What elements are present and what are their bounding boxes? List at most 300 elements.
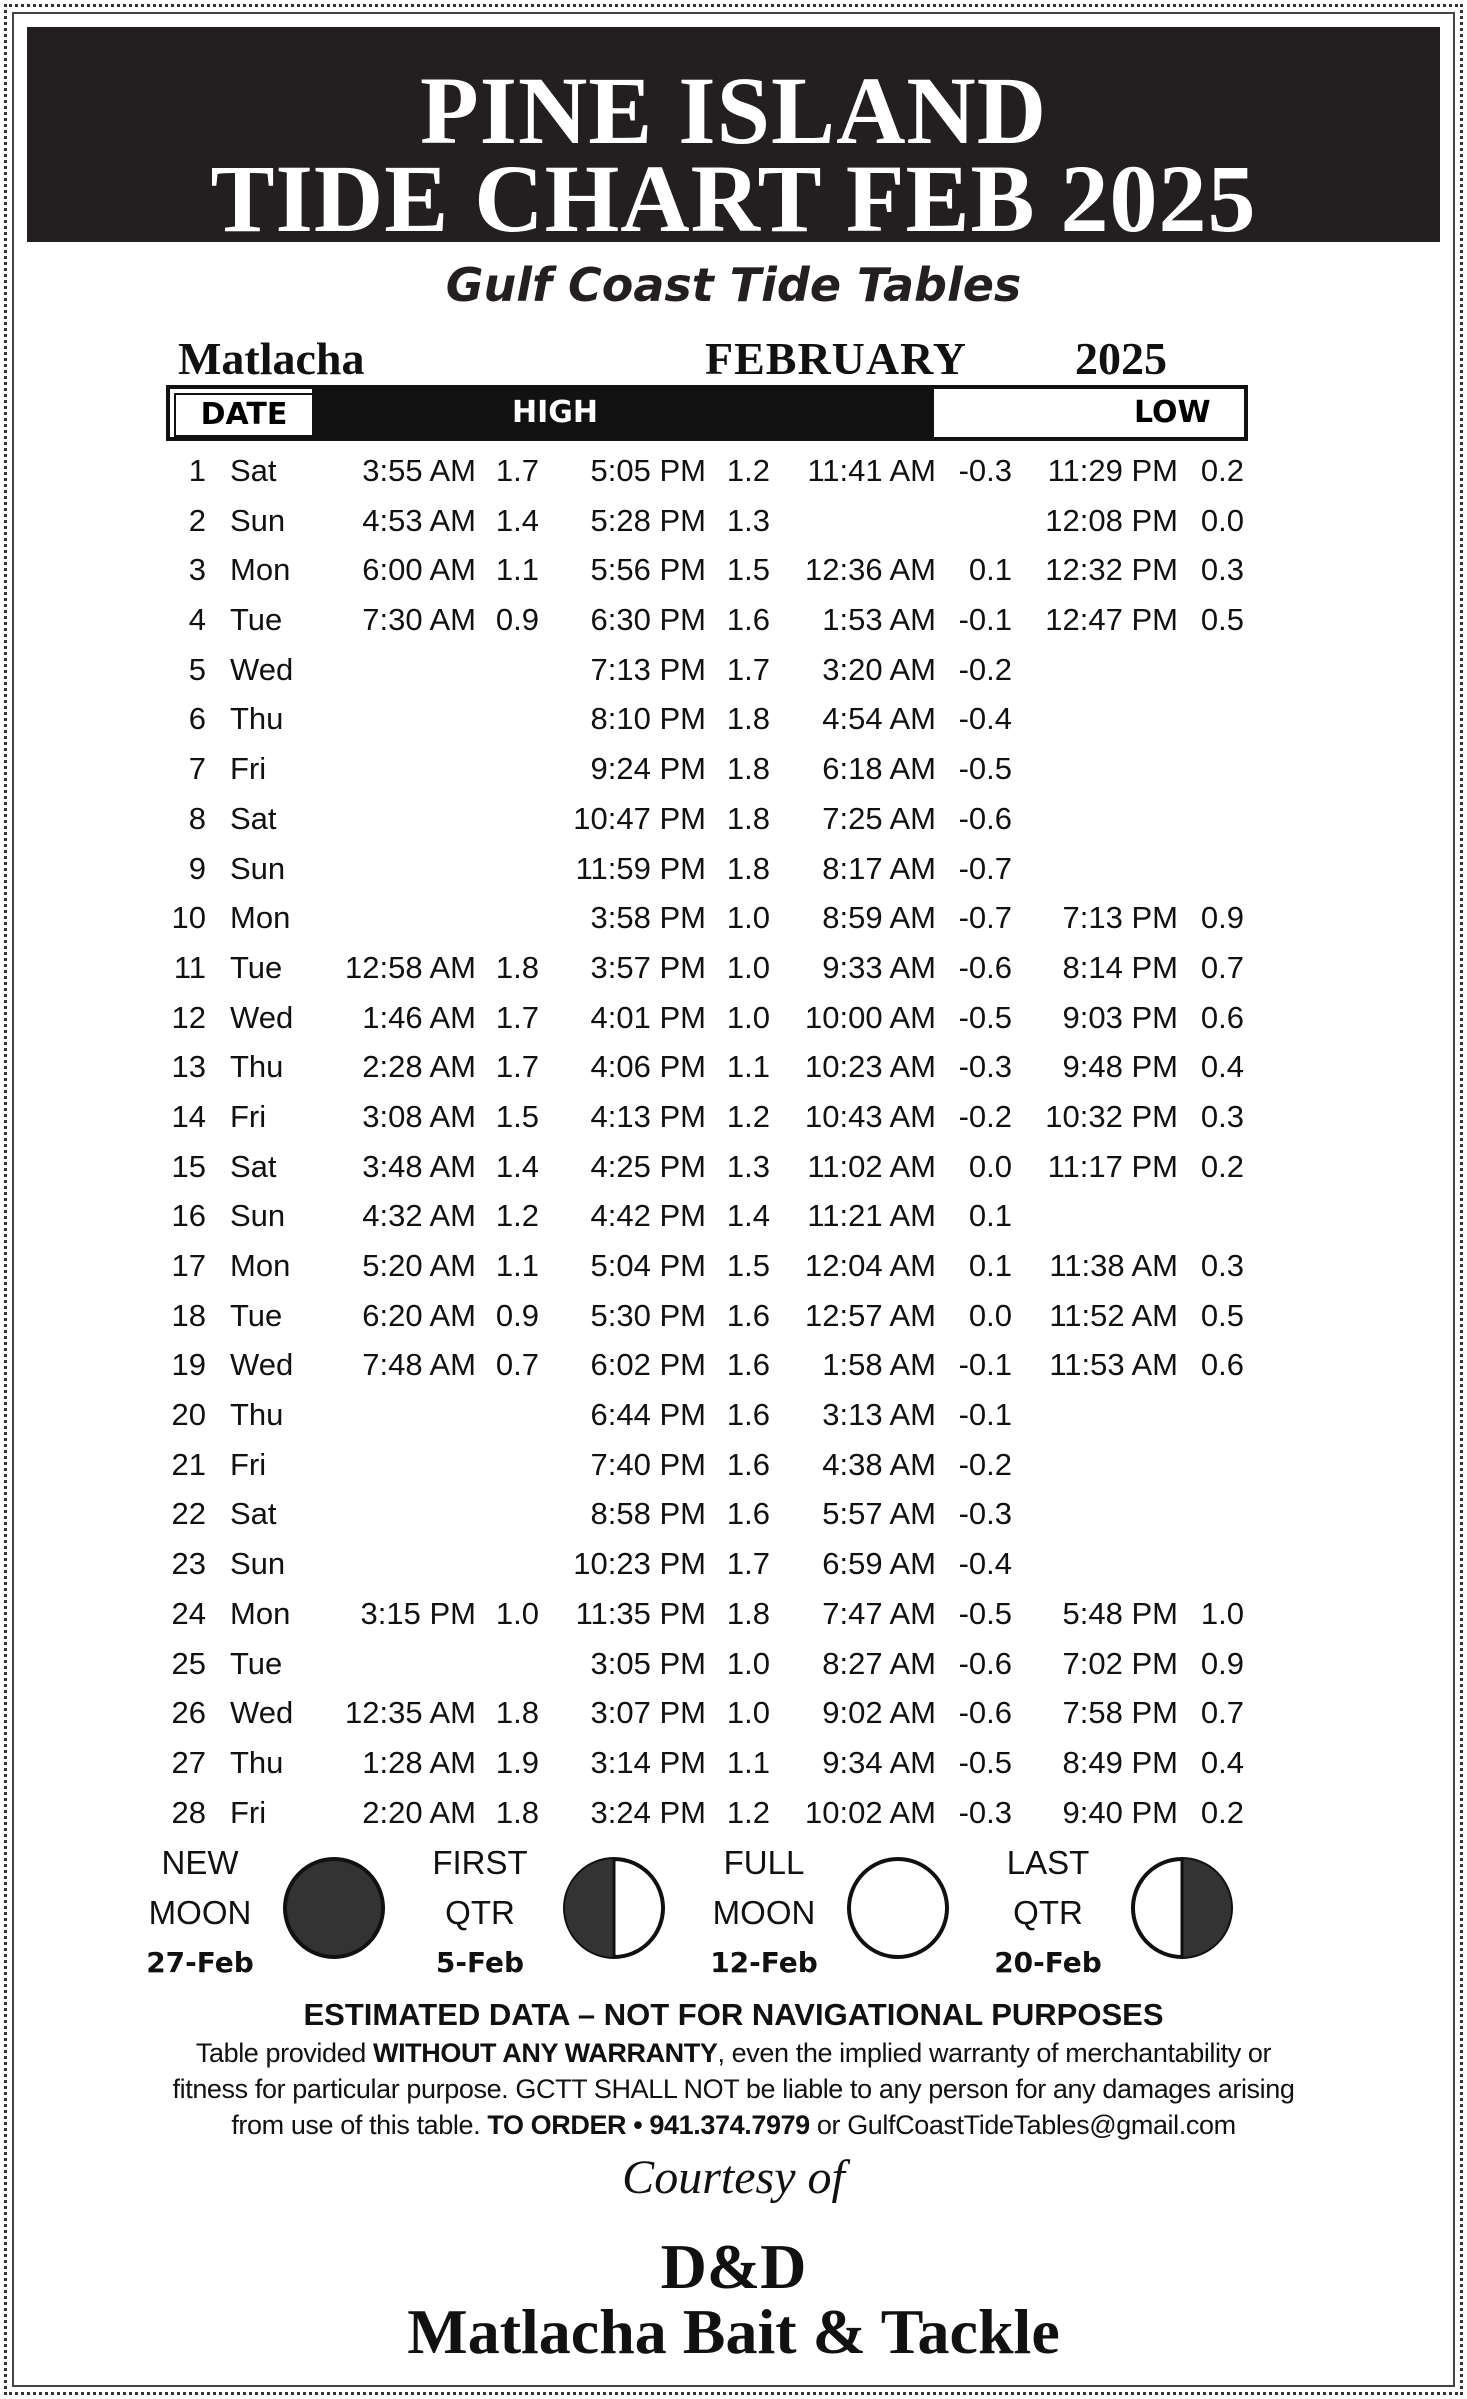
high-2-time: 3:58 PM bbox=[590, 900, 706, 936]
column-date: DATE bbox=[174, 393, 314, 437]
table-row bbox=[166, 644, 1266, 694]
date-number: 20 bbox=[171, 1397, 206, 1433]
moon-phase-last bbox=[988, 1838, 1268, 1988]
date-number: 8 bbox=[188, 800, 206, 836]
low-2-time: 7:58 PM bbox=[1062, 1695, 1178, 1731]
high-1-height: 1.9 bbox=[495, 1744, 539, 1780]
date-number: 28 bbox=[171, 1794, 206, 1830]
low-1-time: 6:59 AM bbox=[822, 1546, 936, 1582]
high-1-time: 3:08 AM bbox=[362, 1098, 476, 1134]
date-number: 11 bbox=[173, 949, 206, 985]
moon-label-line2: QTR bbox=[1013, 1894, 1083, 1931]
low-1-time: 7:47 AM bbox=[822, 1595, 936, 1631]
high-2-height: 1.0 bbox=[726, 949, 770, 985]
low-1-time: 1:53 AM bbox=[822, 602, 936, 638]
low-2-height: 0.2 bbox=[1200, 453, 1244, 488]
high-1-height: 1.7 bbox=[495, 1049, 539, 1085]
sponsor-name: D&D bbox=[660, 2231, 807, 2302]
weekday: Thu bbox=[230, 701, 284, 737]
moon-phase-label bbox=[704, 1838, 824, 1938]
table-row bbox=[166, 1091, 1266, 1141]
high-2-height: 1.2 bbox=[726, 1098, 770, 1134]
moon-phase-date: 12-Feb bbox=[710, 1946, 818, 1979]
low-1-time: 9:33 AM bbox=[822, 949, 936, 985]
table-row bbox=[166, 793, 1266, 843]
moon-phase-date: 20-Feb bbox=[994, 1946, 1102, 1979]
table-row bbox=[166, 1638, 1266, 1688]
low-1-time: 8:17 AM bbox=[822, 850, 936, 886]
date-number: 23 bbox=[171, 1546, 206, 1582]
weekday: Tue bbox=[230, 1645, 283, 1681]
low-2-height: 0.3 bbox=[1200, 552, 1244, 588]
first-moon-icon bbox=[562, 1856, 666, 1960]
low-1-height: 0.0 bbox=[968, 1148, 1012, 1184]
date-number: 24 bbox=[171, 1595, 206, 1631]
column-low: LOW bbox=[934, 389, 1244, 437]
high-1-height: 1.1 bbox=[495, 552, 539, 588]
high-2-height: 1.8 bbox=[726, 1595, 770, 1631]
high-2-height: 1.6 bbox=[726, 602, 770, 638]
weekday: Fri bbox=[230, 1794, 267, 1830]
moon-phase-label bbox=[988, 1838, 1108, 1938]
low-1-time: 4:54 AM bbox=[822, 701, 936, 737]
low-2-height: 0.2 bbox=[1200, 1794, 1244, 1830]
high-1-time: 4:53 AM bbox=[362, 502, 476, 538]
high-2-height: 1.7 bbox=[726, 651, 770, 687]
low-2-time: 8:14 PM bbox=[1062, 949, 1178, 985]
high-2-time: 7:40 PM bbox=[590, 1446, 706, 1482]
high-1-height: 1.8 bbox=[495, 949, 539, 985]
high-1-height: 1.1 bbox=[495, 1248, 539, 1283]
moon-phase-new bbox=[140, 1838, 420, 1988]
high-2-height: 1.0 bbox=[726, 1645, 770, 1681]
low-1-time: 3:13 AM bbox=[822, 1397, 936, 1433]
low-1-height: -0.3 bbox=[958, 1049, 1012, 1085]
weekday: Sat bbox=[230, 1148, 277, 1184]
low-2-height: 0.3 bbox=[1200, 1098, 1244, 1134]
high-1-height: 1.0 bbox=[495, 1595, 539, 1631]
weekday: Mon bbox=[230, 900, 291, 936]
low-1-time: 11:02 AM bbox=[807, 1148, 936, 1184]
low-1-time: 6:18 AM bbox=[822, 751, 936, 787]
date-number: 2 bbox=[188, 502, 206, 538]
table-row bbox=[166, 1787, 1266, 1837]
date-number: 17 bbox=[171, 1248, 206, 1283]
high-2-time: 6:02 PM bbox=[590, 1347, 706, 1383]
low-2-height: 0.4 bbox=[1200, 1049, 1244, 1085]
low-2-height: 1.0 bbox=[1200, 1595, 1244, 1631]
table-row bbox=[166, 1389, 1266, 1439]
courtesy-label: Courtesy of bbox=[622, 2151, 845, 2204]
high-2-time: 3:07 PM bbox=[590, 1695, 706, 1731]
high-2-height: 1.6 bbox=[726, 1446, 770, 1482]
date-number: 12 bbox=[171, 999, 206, 1035]
low-1-height: -0.1 bbox=[958, 602, 1012, 638]
weekday: Wed bbox=[230, 651, 294, 687]
high-1-height: 1.5 bbox=[495, 1098, 539, 1134]
weekday: Sun bbox=[230, 850, 286, 886]
high-1-time: 7:48 AM bbox=[362, 1347, 476, 1383]
date-number: 25 bbox=[171, 1645, 206, 1681]
high-2-time: 3:14 PM bbox=[590, 1744, 706, 1780]
table-row bbox=[166, 544, 1266, 594]
low-1-height: -0.3 bbox=[958, 453, 1012, 488]
date-number: 16 bbox=[171, 1198, 206, 1234]
weekday: Sun bbox=[230, 502, 286, 538]
high-1-time: 1:46 AM bbox=[362, 999, 476, 1035]
date-number: 5 bbox=[188, 651, 206, 687]
high-2-height: 1.8 bbox=[726, 850, 770, 886]
last-moon-icon bbox=[1130, 1856, 1234, 1960]
low-2-height: 0.6 bbox=[1200, 1347, 1244, 1383]
table-row bbox=[166, 445, 1266, 495]
moon-phase-date: 5-Feb bbox=[435, 1946, 525, 1979]
low-2-time: 11:17 PM bbox=[1047, 1148, 1178, 1184]
low-1-time: 9:34 AM bbox=[822, 1744, 936, 1780]
high-2-height: 1.6 bbox=[726, 1297, 770, 1333]
date-number: 15 bbox=[171, 1148, 206, 1184]
low-2-time: 11:38 AM bbox=[1049, 1248, 1178, 1283]
moon-label-line1: LAST bbox=[1006, 1844, 1090, 1881]
low-1-time: 5:57 AM bbox=[822, 1496, 936, 1532]
date-number: 14 bbox=[171, 1098, 206, 1134]
weekday: Sat bbox=[230, 453, 277, 488]
high-1-time: 3:55 AM bbox=[362, 453, 476, 488]
moon-label-line2: QTR bbox=[445, 1894, 515, 1931]
low-1-time: 11:41 AM bbox=[807, 453, 936, 488]
high-2-height: 1.3 bbox=[726, 1148, 770, 1184]
high-2-height: 1.2 bbox=[726, 453, 770, 488]
disclaimer-body bbox=[164, 2035, 1304, 2143]
high-2-time: 3:57 PM bbox=[590, 949, 706, 985]
weekday: Tue bbox=[230, 602, 283, 638]
low-2-time: 7:13 PM bbox=[1062, 900, 1178, 936]
date-number: 1 bbox=[188, 453, 206, 488]
moon-phase-label bbox=[140, 1838, 260, 1938]
sponsor-business: Matlacha Bait & Tackle bbox=[407, 2296, 1060, 2367]
low-2-time: 9:40 PM bbox=[1062, 1794, 1178, 1830]
order-phone: • 941.374.7979 bbox=[626, 2110, 810, 2140]
moon-label-line2: MOON bbox=[148, 1894, 252, 1931]
moon-label-line2: MOON bbox=[712, 1894, 816, 1931]
high-1-height: 0.9 bbox=[495, 602, 539, 638]
high-1-time: 2:20 AM bbox=[362, 1794, 476, 1830]
high-2-time: 5:28 PM bbox=[590, 502, 706, 538]
high-2-time: 11:35 PM bbox=[575, 1595, 706, 1631]
low-1-height: -0.3 bbox=[958, 1794, 1012, 1830]
table-row bbox=[166, 1290, 1266, 1340]
high-2-time: 5:05 PM bbox=[590, 453, 706, 488]
low-1-time: 9:02 AM bbox=[822, 1695, 936, 1731]
high-1-time: 6:20 AM bbox=[362, 1297, 476, 1333]
high-2-height: 1.8 bbox=[726, 751, 770, 787]
high-2-height: 1.0 bbox=[726, 999, 770, 1035]
moon-phase-full bbox=[704, 1838, 984, 1988]
high-2-time: 5:30 PM bbox=[590, 1297, 706, 1333]
title-line-1: PINE ISLAND bbox=[419, 57, 1048, 164]
weekday: Sat bbox=[230, 1496, 277, 1532]
table-row bbox=[166, 594, 1266, 644]
date-number: 13 bbox=[171, 1049, 206, 1085]
low-1-time: 1:58 AM bbox=[822, 1347, 936, 1383]
low-2-time: 8:49 PM bbox=[1062, 1744, 1178, 1780]
low-1-height: -0.5 bbox=[958, 1744, 1012, 1780]
high-2-height: 1.6 bbox=[726, 1397, 770, 1433]
low-2-height: 0.6 bbox=[1200, 999, 1244, 1035]
moon-phase-date: 27-Feb bbox=[146, 1946, 254, 1979]
location-label: Matlacha bbox=[178, 333, 365, 384]
low-1-time: 8:59 AM bbox=[822, 900, 936, 936]
low-1-height: -0.5 bbox=[958, 1595, 1012, 1631]
column-header bbox=[166, 385, 1248, 441]
low-2-height: 0.9 bbox=[1200, 1645, 1244, 1681]
high-1-height: 0.9 bbox=[495, 1297, 539, 1333]
weekday: Thu bbox=[230, 1397, 284, 1433]
year-label: 2025 bbox=[1075, 333, 1167, 384]
high-2-height: 1.1 bbox=[726, 1744, 770, 1780]
date-number: 18 bbox=[171, 1297, 206, 1333]
high-1-height: 1.2 bbox=[495, 1198, 539, 1234]
high-2-height: 1.5 bbox=[726, 1248, 770, 1283]
high-2-time: 9:24 PM bbox=[590, 751, 706, 787]
high-2-time: 4:25 PM bbox=[590, 1148, 706, 1184]
tide-table bbox=[166, 445, 1266, 1836]
date-number: 19 bbox=[171, 1347, 206, 1383]
weekday: Fri bbox=[230, 751, 267, 787]
low-1-height: -0.6 bbox=[958, 1645, 1012, 1681]
low-2-time: 11:29 PM bbox=[1047, 453, 1178, 488]
high-2-time: 4:42 PM bbox=[590, 1198, 706, 1234]
low-1-height: 0.1 bbox=[968, 1198, 1012, 1234]
high-2-time: 6:44 PM bbox=[590, 1397, 706, 1433]
publisher-subtitle: Gulf Coast Tide Tables bbox=[445, 258, 1022, 312]
weekday: Thu bbox=[230, 1744, 284, 1780]
low-2-time: 12:08 PM bbox=[1045, 502, 1178, 538]
high-1-height: 1.4 bbox=[495, 502, 539, 538]
low-2-time: 12:47 PM bbox=[1045, 602, 1178, 638]
high-2-time: 7:13 PM bbox=[590, 651, 706, 687]
high-2-height: 1.4 bbox=[726, 1198, 770, 1234]
low-2-time: 10:32 PM bbox=[1045, 1098, 1178, 1134]
high-1-time: 2:28 AM bbox=[362, 1049, 476, 1085]
high-2-time: 4:13 PM bbox=[590, 1098, 706, 1134]
table-row bbox=[166, 1141, 1266, 1191]
weekday: Fri bbox=[230, 1446, 267, 1482]
low-1-height: -0.1 bbox=[958, 1347, 1012, 1383]
low-1-height: -0.7 bbox=[958, 900, 1012, 936]
high-2-time: 11:59 PM bbox=[575, 850, 706, 886]
low-2-time: 12:32 PM bbox=[1045, 552, 1178, 588]
new-moon-icon bbox=[282, 1856, 386, 1960]
title-line-2: TIDE CHART FEB 2025 bbox=[210, 145, 1257, 252]
table-row bbox=[166, 1041, 1266, 1091]
table-row bbox=[166, 1538, 1266, 1588]
low-2-height: 0.7 bbox=[1200, 1695, 1244, 1731]
high-1-height: 1.7 bbox=[495, 453, 539, 488]
high-1-time: 4:32 AM bbox=[362, 1198, 476, 1234]
disclaimer-heading: ESTIMATED DATA – NOT FOR NAVIGATIONAL PURPOSES bbox=[303, 1997, 1164, 2032]
low-2-height: 0.3 bbox=[1200, 1248, 1244, 1283]
table-row bbox=[166, 1439, 1266, 1489]
low-1-height: 0.1 bbox=[968, 1248, 1012, 1283]
table-row bbox=[166, 1737, 1266, 1787]
table-row bbox=[166, 495, 1266, 545]
moon-label-line1: FIRST bbox=[432, 1844, 528, 1881]
low-1-time: 12:04 AM bbox=[805, 1248, 936, 1283]
disclaimer bbox=[0, 1995, 1467, 2143]
moon-phase-first bbox=[420, 1838, 700, 1988]
high-2-time: 6:30 PM bbox=[590, 602, 706, 638]
high-2-height: 1.8 bbox=[726, 800, 770, 836]
table-row bbox=[166, 1339, 1266, 1389]
low-1-height: -0.4 bbox=[958, 1546, 1012, 1582]
low-1-height: 0.1 bbox=[968, 552, 1012, 588]
low-2-height: 0.5 bbox=[1200, 602, 1244, 638]
low-2-height: 0.5 bbox=[1200, 1297, 1244, 1333]
high-1-time: 3:15 PM bbox=[360, 1595, 476, 1631]
table-row bbox=[166, 1240, 1266, 1290]
high-2-height: 1.6 bbox=[726, 1496, 770, 1532]
weekday: Tue bbox=[230, 1297, 283, 1333]
weekday: Wed bbox=[230, 999, 294, 1035]
high-1-height: 0.7 bbox=[495, 1347, 539, 1383]
low-1-height: -0.3 bbox=[958, 1496, 1012, 1532]
low-1-time: 4:38 AM bbox=[822, 1446, 936, 1482]
disclaimer-text: , even the implied warranty of merchantability or fitness for particular purpose. GCTT SHALL NOT be liable to any person for any damages arising from use of this table. bbox=[172, 2038, 1295, 2140]
high-1-time: 12:58 AM bbox=[345, 949, 476, 985]
table-row bbox=[166, 892, 1266, 942]
low-2-time: 9:03 PM bbox=[1062, 999, 1178, 1035]
moon-label-line1: NEW bbox=[161, 1844, 239, 1881]
high-1-height: 1.4 bbox=[495, 1148, 539, 1184]
high-2-height: 1.6 bbox=[726, 1347, 770, 1383]
table-row bbox=[166, 743, 1266, 793]
date-number: 4 bbox=[188, 602, 206, 638]
order-label: TO ORDER bbox=[487, 2110, 627, 2140]
high-2-height: 1.8 bbox=[726, 701, 770, 737]
low-1-time: 8:27 AM bbox=[822, 1645, 936, 1681]
disclaimer-warranty: WITHOUT ANY WARRANTY bbox=[372, 2038, 718, 2068]
table-row bbox=[166, 942, 1266, 992]
low-1-height: -0.4 bbox=[958, 701, 1012, 737]
high-2-height: 1.2 bbox=[726, 1794, 770, 1830]
high-2-time: 3:05 PM bbox=[590, 1645, 706, 1681]
high-2-time: 5:04 PM bbox=[590, 1248, 706, 1283]
low-1-height: -0.6 bbox=[958, 1695, 1012, 1731]
low-2-height: 0.2 bbox=[1200, 1148, 1244, 1184]
high-2-height: 1.7 bbox=[726, 1546, 770, 1582]
month-label: FEBRUARY bbox=[705, 333, 967, 384]
low-1-height: -0.6 bbox=[958, 949, 1012, 985]
low-2-time: 11:53 AM bbox=[1049, 1347, 1178, 1383]
low-1-time: 3:20 AM bbox=[822, 651, 936, 687]
table-row bbox=[166, 1190, 1266, 1240]
high-1-height: 1.8 bbox=[495, 1695, 539, 1731]
weekday: Mon bbox=[230, 1595, 291, 1631]
low-1-time: 7:25 AM bbox=[822, 800, 936, 836]
high-1-time: 3:48 AM bbox=[362, 1148, 476, 1184]
date-number: 7 bbox=[188, 751, 206, 787]
low-2-time: 11:52 AM bbox=[1049, 1297, 1178, 1333]
date-number: 10 bbox=[171, 900, 206, 936]
high-2-time: 10:23 PM bbox=[573, 1546, 706, 1582]
weekday: Sun bbox=[230, 1198, 286, 1234]
low-2-time: 5:48 PM bbox=[1062, 1595, 1178, 1631]
high-1-time: 7:30 AM bbox=[362, 602, 476, 638]
table-row bbox=[166, 992, 1266, 1042]
weekday: Mon bbox=[230, 1248, 291, 1283]
high-2-time: 8:10 PM bbox=[590, 701, 706, 737]
weekday: Sun bbox=[230, 1546, 286, 1582]
weekday: Wed bbox=[230, 1347, 294, 1383]
weekday: Tue bbox=[230, 949, 283, 985]
high-2-time: 8:58 PM bbox=[590, 1496, 706, 1532]
moon-phase-label bbox=[420, 1838, 540, 1938]
weekday: Sat bbox=[230, 800, 277, 836]
title-banner bbox=[27, 27, 1440, 252]
table-row bbox=[166, 1687, 1266, 1737]
full-moon-icon bbox=[846, 1856, 950, 1960]
low-1-height: 0.0 bbox=[968, 1297, 1012, 1333]
low-1-height: -0.2 bbox=[958, 1446, 1012, 1482]
low-1-height: -0.6 bbox=[958, 800, 1012, 836]
date-number: 22 bbox=[171, 1496, 206, 1532]
low-1-time: 12:57 AM bbox=[805, 1297, 936, 1333]
low-2-time: 7:02 PM bbox=[1062, 1645, 1178, 1681]
high-2-time: 3:24 PM bbox=[590, 1794, 706, 1830]
low-1-time: 11:21 AM bbox=[807, 1198, 936, 1234]
weekday: Thu bbox=[230, 1049, 284, 1085]
low-1-time: 10:43 AM bbox=[805, 1098, 936, 1134]
low-2-height: 0.7 bbox=[1200, 949, 1244, 985]
high-2-time: 4:01 PM bbox=[590, 999, 706, 1035]
low-2-height: 0.9 bbox=[1200, 900, 1244, 936]
moon-phases bbox=[140, 1838, 1260, 1988]
table-row bbox=[166, 843, 1266, 893]
low-2-time: 9:48 PM bbox=[1062, 1049, 1178, 1085]
high-1-time: 5:20 AM bbox=[362, 1248, 476, 1283]
low-1-height: -0.5 bbox=[958, 999, 1012, 1035]
disclaimer-text: Table provided bbox=[195, 2038, 373, 2068]
column-high: HIGH bbox=[312, 389, 934, 437]
low-1-height: -0.7 bbox=[958, 850, 1012, 886]
low-1-height: -0.1 bbox=[958, 1397, 1012, 1433]
table-row bbox=[166, 1488, 1266, 1538]
high-2-height: 1.0 bbox=[726, 900, 770, 936]
high-1-time: 1:28 AM bbox=[362, 1744, 476, 1780]
low-1-height: -0.2 bbox=[958, 651, 1012, 687]
date-number: 26 bbox=[171, 1695, 206, 1731]
high-2-height: 1.5 bbox=[726, 552, 770, 588]
date-number: 9 bbox=[188, 850, 206, 886]
low-1-height: -0.2 bbox=[958, 1098, 1012, 1134]
high-1-time: 6:00 AM bbox=[362, 552, 476, 588]
table-row bbox=[166, 1588, 1266, 1638]
weekday: Wed bbox=[230, 1695, 294, 1731]
high-1-time: 12:35 AM bbox=[345, 1695, 476, 1731]
date-number: 27 bbox=[171, 1744, 206, 1780]
low-2-height: 0.0 bbox=[1200, 502, 1244, 538]
high-2-height: 1.3 bbox=[726, 502, 770, 538]
low-1-time: 10:00 AM bbox=[805, 999, 936, 1035]
weekday: Fri bbox=[230, 1098, 267, 1134]
low-1-time: 10:02 AM bbox=[805, 1794, 936, 1830]
high-2-time: 10:47 PM bbox=[573, 800, 706, 836]
high-1-height: 1.7 bbox=[495, 999, 539, 1035]
weekday: Mon bbox=[230, 552, 291, 588]
moon-label-line1: FULL bbox=[723, 1844, 805, 1881]
high-1-height: 1.8 bbox=[495, 1794, 539, 1830]
